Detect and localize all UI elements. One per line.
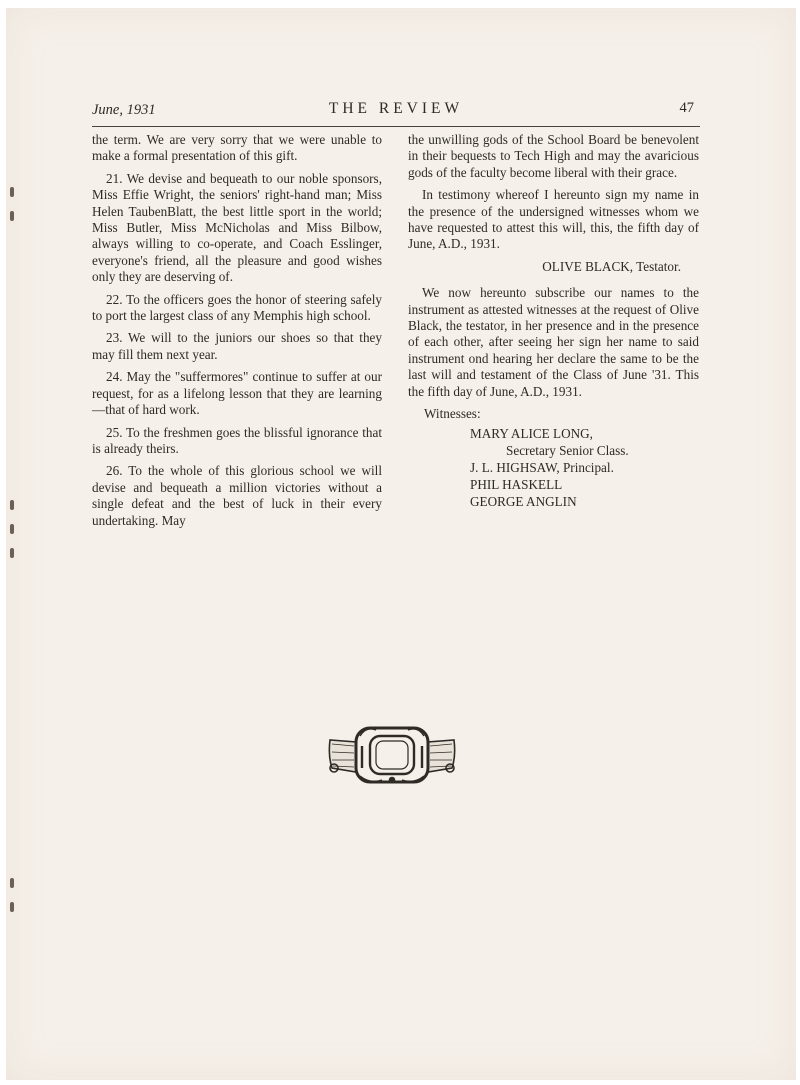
- paragraph: 25. To the freshmen goes the blissful ignorance that is already theirs.: [92, 424, 382, 456]
- page-header: [92, 102, 700, 127]
- witness-name: GEORGE ANGLIN: [470, 493, 577, 509]
- paragraph: 26. To the whole of this glorious school we will devise and bequeath a million victories without a single defeat and the best of luck in their every undertaking. May: [92, 463, 382, 528]
- binding-holes: [6, 173, 16, 233]
- paragraph: 24. May the "suffermores" continue to suffer at our request, for as a lifelong lesson that they are learning—that of hard work.: [92, 369, 382, 418]
- right-column: [408, 132, 699, 510]
- paragraph: We now hereunto subscribe our names to the instrument as attested witnesses at the request of Olive Black, the testator, in her presence and in the presence of each other, after seeing her sign her name to said instrument ond hearing her declare the same to be the last will and testament of the Class of June '31. This the fifth day of June, A.D., 1931.: [408, 285, 699, 399]
- witness-title: Secretary Senior Class.: [506, 442, 629, 458]
- witness-name: PHIL HASKELL: [470, 476, 563, 492]
- witnesses-label: Witnesses:: [424, 406, 481, 422]
- binding-holes: [6, 486, 16, 556]
- left-column: [92, 132, 382, 535]
- publication-title: THE REVIEW: [328, 100, 464, 117]
- paragraph: the term. We are very sorry that we were unable to make a formal presentation of this gift.: [92, 132, 382, 164]
- scroll-ornament-icon: [326, 722, 458, 786]
- witness-name: J. L. HIGHSAW, Principal.: [470, 459, 614, 475]
- page-number: 47: [679, 100, 694, 116]
- binding-holes: [6, 864, 16, 922]
- paragraph: 22. To the officers goes the honor of steering safely to port the largest class of any Memphis high school.: [92, 291, 382, 324]
- witness-name: MARY ALICE LONG,: [470, 425, 593, 441]
- paragraph: In testimony whereof I hereunto sign my name in the presence of the undersigned witnesses whom we have requested to attest this will, this, the fifth day of June, A.D., 1931.: [408, 187, 699, 252]
- paragraph: 21. We devise and bequeath to our noble sponsors, Miss Effie Wright, the seniors' right-hand man; Miss Helen TaubenBlatt, the best little sport in the world; Miss Butler, Miss McNicholas and Miss Bilbow, always willing to co-operate, and Coach Esslinger, everyone's friend, all the pleasure and good wishes only they are deserving of.: [92, 170, 382, 285]
- paragraph: the unwilling gods of the School Board be benevolent in their bequests to Tech High and may the avaricious gods of the faculty become liberal with their grace.: [408, 132, 699, 180]
- testator-signature: OLIVE BLACK, Testator.: [542, 258, 681, 274]
- paragraph: 23. We will to the juniors our shoes so that they may fill them next year.: [92, 330, 382, 362]
- header-date: June, 1931: [92, 102, 156, 118]
